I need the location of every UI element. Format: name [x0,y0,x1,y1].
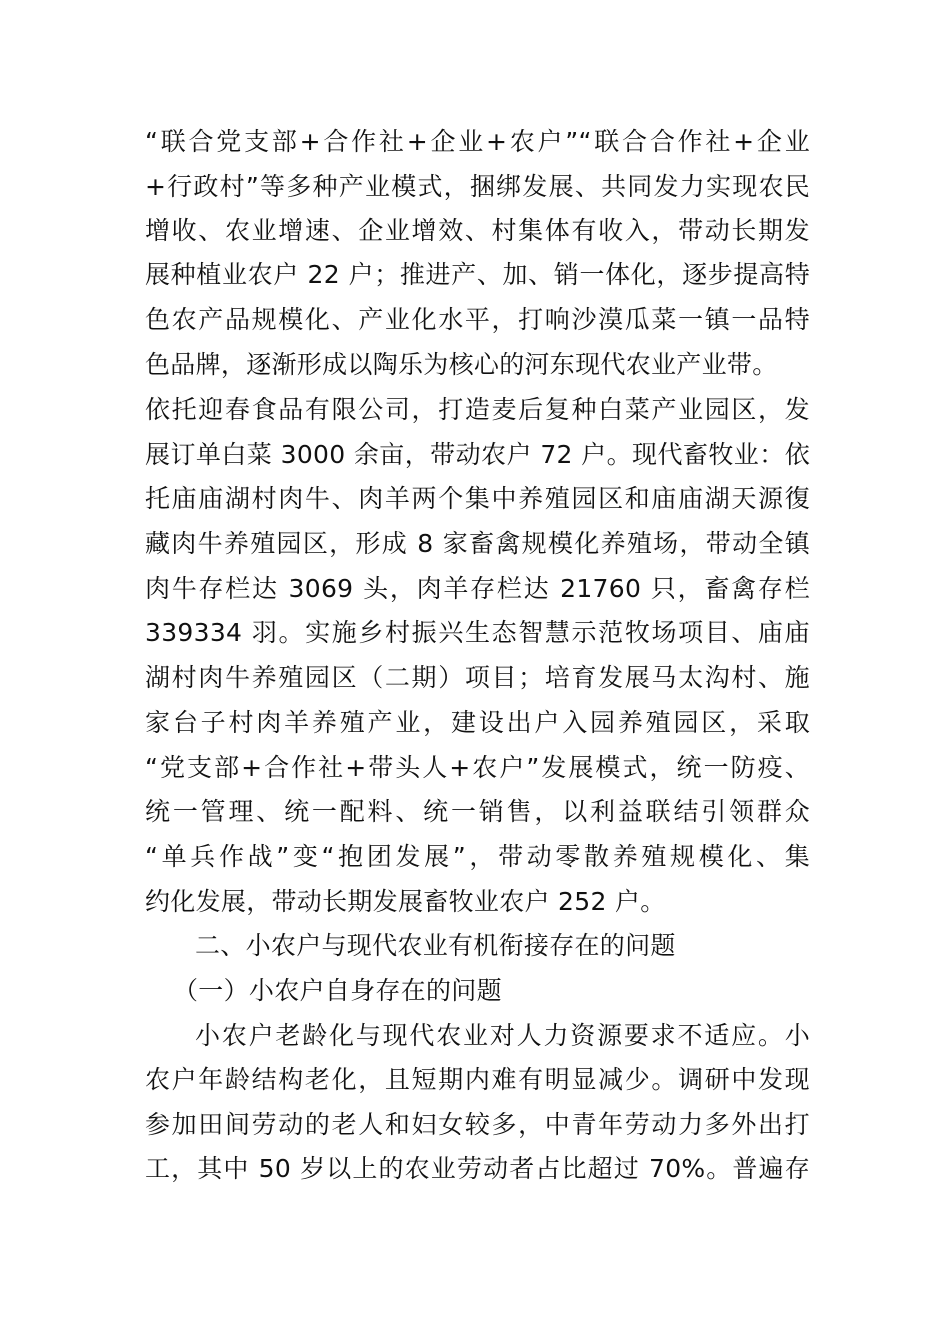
section-heading: 二、小农户与现代农业有机衔接存在的问题 [195,931,676,960]
paragraph-line: “联合党支部+合作社+企业+农户”“联合合作社+企业 [145,127,810,156]
paragraph-line: 藏肉牛养殖园区，形成 8 家畜禽规模化养殖场，带动全镇 [145,529,810,558]
paragraph-line: 湖村肉牛养殖园区（二期）项目；培育发展马太沟村、施 [145,663,810,692]
paragraph-line: 家台子村肉羊养殖产业，建设出户入园养殖园区，采取 [145,708,810,737]
paragraph-line: 统一管理、统一配料、统一销售，以利益联结引领群众 [145,797,810,826]
paragraph-line: 工，其中 50 岁以上的农业劳动者占比超过 70%。普遍存 [145,1154,810,1183]
paragraph-line: 色农产品规模化、产业化水平，打响沙漠瓜菜一镇一品特 [145,305,810,334]
paragraph-line: 增收、农业增速、企业增效、村集体有收入，带动长期发 [145,216,810,245]
paragraph-line: “党支部+合作社+带头人+农户”发展模式，统一防疫、 [145,753,810,782]
paragraph-line: 小农户老龄化与现代农业对人力资源要求不适应。小 [195,1021,810,1050]
paragraph-line: 肉牛存栏达 3069 头，肉羊存栏达 21760 只，畜禽存栏 [145,574,810,603]
paragraph-line: 展订单白菜 3000 余亩，带动农户 72 户。现代畜牧业：依 [145,440,810,469]
paragraph-line: 约化发展，带动长期发展畜牧业农户 252 户。 [145,887,666,916]
paragraph-line: 农户年龄结构老化，且短期内难有明显减少。调研中发现 [145,1065,810,1094]
paragraph-line: “单兵作战”变“抱团发展”，带动零散养殖规模化、集 [145,842,810,871]
paragraph-line: 依托迎春食品有限公司，打造麦后复种白菜产业园区，发 [145,395,810,424]
paragraph-line: 色品牌，逐渐形成以陶乐为核心的河东现代农业产业带。 [145,350,778,379]
paragraph-line: 339334 羽。实施乡村振兴生态智慧示范牧场项目、庙庙 [145,618,810,647]
subsection-heading: （一）小农户自身存在的问题 [173,976,502,1005]
paragraph-line: 参加田间劳动的老人和妇女较多，中青年劳动力多外出打 [145,1110,810,1139]
paragraph-line: 展种植业农户 22 户；推进产、加、销一体化，逐步提高特 [145,260,810,289]
paragraph-line: 托庙庙湖村肉牛、肉羊两个集中养殖园区和庙庙湖天源復 [145,484,810,513]
paragraph-line: +行政村”等多种产业模式，捆绑发展、共同发力实现农民 [145,172,810,201]
